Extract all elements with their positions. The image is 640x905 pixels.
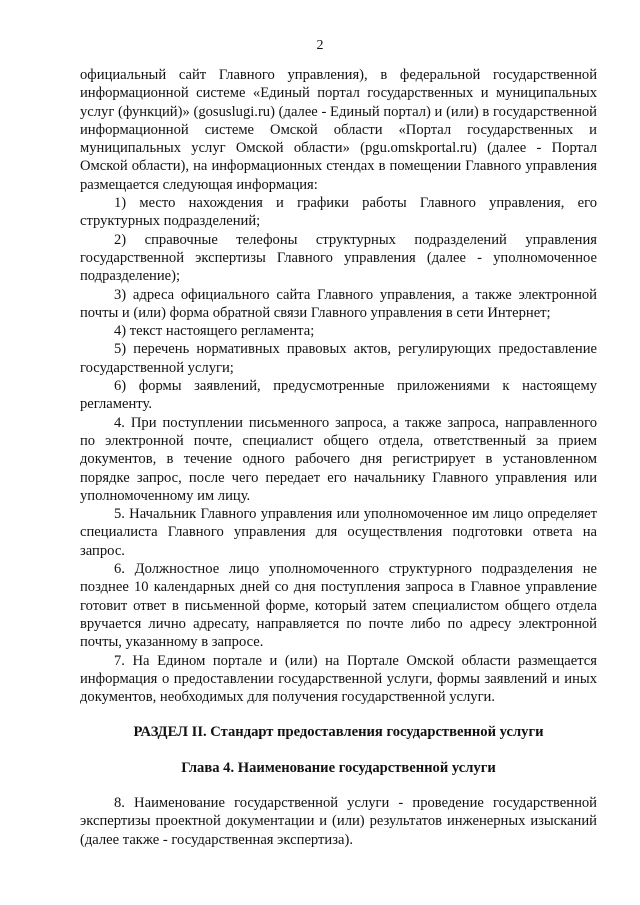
intro-paragraph: официальный сайт Главного управления), в федеральной государственной информационной системе «Единый портал государственных и муниципальных услуг (функций)» (gosuslugi.ru) (далее - Единый портал) и (или) в государственной информационной системе Омской области «Портал государственных и муниципальных услуг Омской области» (pgu.omskportal.ru) (далее - Портал Омской области), на информационных стендах в помещении Главного управления размещается следующая информация: (80, 67, 597, 193)
paragraph-5: 5. Начальник Главного управления или уполномоченное им лицо определяет специалиста Главного управления для осуществления подготовки ответа на запрос. (80, 506, 597, 559)
list-item: 5) перечень нормативных правовых актов, регулирующих предоставление государственной услуги; (80, 341, 597, 376)
section-heading: РАЗДЕЛ II. Стандарт предоставления государственной услуги (133, 724, 544, 741)
paragraph-7: 7. На Едином портале и (или) на Портале Омской области размещается информация о предоставлении государственной услуги, формы заявлений и иных документов, необходимых для получения государственной услуги. (80, 652, 597, 706)
paragraph-4: 4. При поступлении письменного запроса, а также запроса, направленного по электронной почте, специалист общего отдела, ответственный за прием документов, в течение одного рабочего дня регистрирует в установленном порядке запрос, после чего передает его начальнику Главного управления или уполномоченному им лицу. (80, 414, 597, 504)
list-item: 6) формы заявлений, предусмотренные приложениями к настоящему регламенту. (80, 378, 597, 413)
page-number: 2 (316, 38, 324, 53)
document-body (80, 66, 597, 849)
list-item: 1) место нахождения и графики работы Главного управления, его структурных подразделений; (80, 195, 597, 230)
paragraph-8: 8. Наименование государственной услуги - проведение государственной экспертизы проектной документации и (или) результатов инженерных изысканий (далее также - государственная экспертиза). (80, 794, 597, 848)
chapter-heading: Глава 4. Наименование государственной услуги (181, 759, 496, 776)
paragraph-6: 6. Должностное лицо уполномоченного структурного подразделения не позднее 10 календарных дней со дня поступления запроса в Главное управление готовит ответ в письменной форме, который затем специалистом общего отдела вручается лично адресату, направляется по почте либо по адресу электронной почты, указанному в запросе. (80, 561, 597, 651)
list-item: 4) текст настоящего регламента; (114, 323, 315, 340)
list-item: 2) справочные телефоны структурных подразделений управления государственной экспертизы Главного управления (далее - уполномоченное подразделение); (80, 231, 597, 285)
list-item: 3) адреса официального сайта Главного управления, а также электронной почты и (или) форма обратной связи Главного управления в сети Интернет; (80, 286, 597, 321)
